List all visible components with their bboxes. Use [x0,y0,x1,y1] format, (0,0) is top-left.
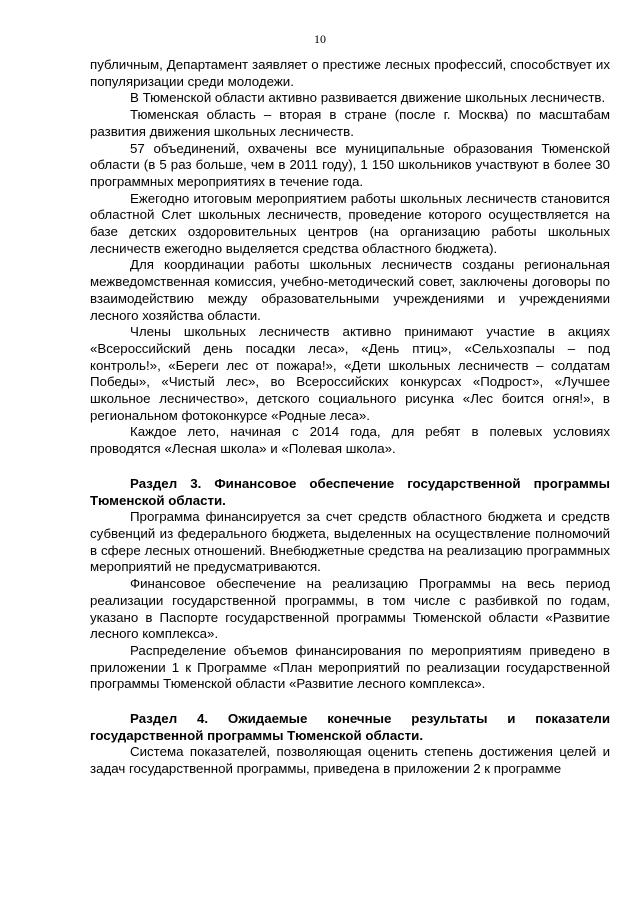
paragraph: публичным, Департамент заявляет о престиже лесных профессий, способствует их популяризации среди молодежи. [90,57,610,89]
paragraph: В Тюменской области активно развивается движение школьных лесничеств. [130,90,606,106]
paragraph: Финансовое обеспечение на реализацию Программы на весь период реализации государственной программы, в том числе с разбивкой по годам, указано в Паспорте государственной программы Тюменской области «Развитие лесного комплекса». [90,576,610,642]
paragraph: Программа финансируется за счет средств областного бюджета и средств субвенций из федерального бюджета, выделенных на осуществление полномочий в сфере лесных отношений. Внебюджетные средства на реализацию программных мероприятий не предусматриваются. [90,509,610,575]
page-number: 10 [314,32,326,46]
section-4-heading: Раздел 4. Ожидаемые конечные результаты и показатели государственной программы Тюменской области. [90,711,610,743]
paragraph: Система показателей, позволяющая оценить степень достижения целей и задач государственной программы, приведена в приложении 2 к программе [90,744,610,777]
paragraph: Для координации работы школьных лесничеств созданы региональная межведомственная комиссия, учебно-методический совет, заключены договоры по взаимодействию между образовательными учреждениями и учреждениями лесного хозяйства области. [90,257,610,323]
paragraph: Распределение объемов финансирования по мероприятиям приведено в приложении 1 к Программе «План мероприятий по реализации государственной программы Тюменской области «Развитие лесного комплекса». [90,642,610,692]
paragraph: Члены школьных лесничеств активно принимают участие в акциях «Всероссийский день посадки леса», «День птиц», «Сельхозпалы – под контроль!», «Береги лес от пожара!», «Дети школьных лесничеств – солдатам Победы», «Чистый лес», во Всероссийских конкурсах «Подрост», «Лучшее школьное лесничество», детского социального рисунка «Лес боится огня!», в региональном фотоконкурсе «Родные леса». [90,324,610,423]
paragraph: Тюменская область – вторая в стране (после г. Москва) по масштабам развития движения школьных лесничеств. [90,107,610,139]
paragraph: Ежегодно итоговым мероприятием работы школьных лесничеств становится областной Слет школьных лесничеств, проведение которого осуществляется на базе детских оздоровительных центров (на организацию работы школьных лесничеств ежегодно выделяется средства областного бюджета). [90,190,610,256]
document-body [90,57,610,778]
paragraph: 57 объединений, охвачены все муниципальные образования Тюменской области (в 5 раз больше, чем в 2011 году), 1 150 школьников участвуют в более 30 программных мероприятиях в течение года. [90,140,610,189]
section-3-heading: Раздел 3. Финансовое обеспечение государственной программы Тюменской области. [90,475,610,508]
paragraph: Каждое лето, начиная с 2014 года, для ребят в полевых условиях проводятся «Лесная школа» и «Полевая школа». [90,424,610,457]
